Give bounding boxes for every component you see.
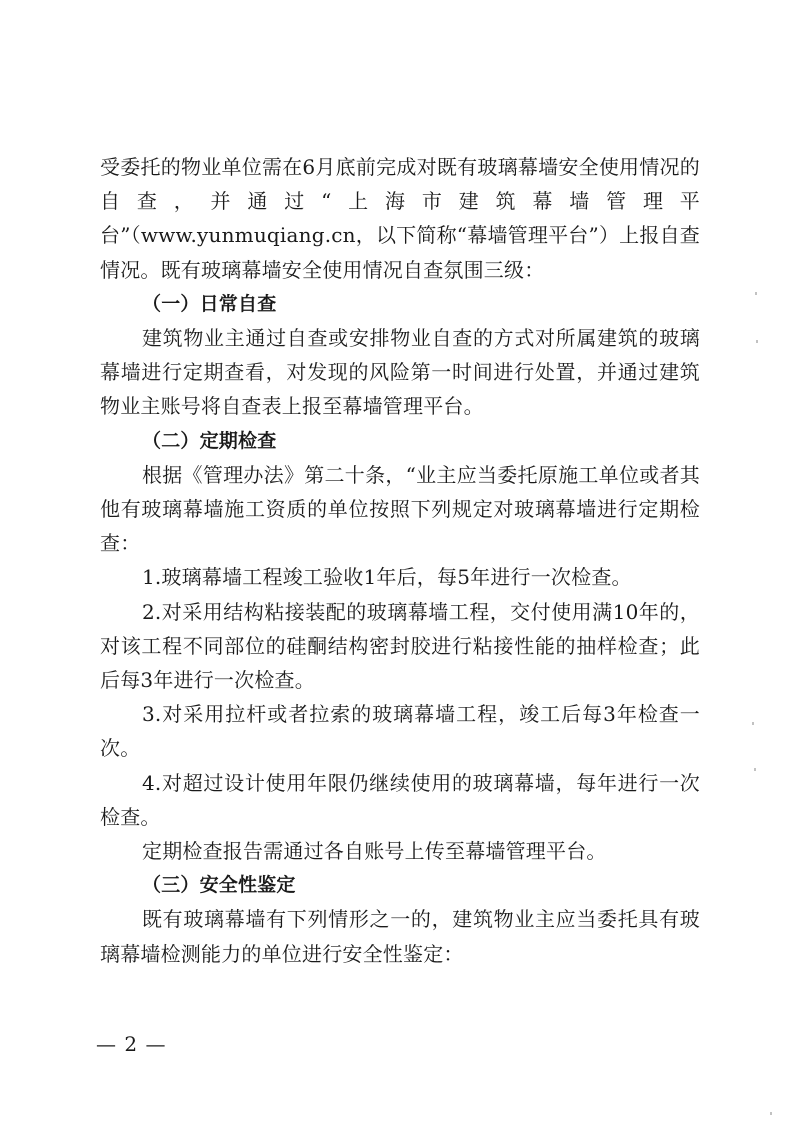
safety-appraisal-paragraph: 既有玻璃幕墙有下列情形之一的，建筑物业主应当委托具有玻璃幕墙检测能力的单位进行安全性鉴定： (100, 907, 700, 966)
scan-mark (752, 722, 754, 725)
scan-mark (770, 1112, 772, 1115)
list-item-1: 1.玻璃幕墙工程竣工验收1年后，每5年进行一次检查。 (142, 565, 632, 590)
list-item-3: 3.对采用拉杆或者拉索的玻璃幕墙工程，竣工后每3年检查一次。 (100, 702, 700, 761)
scan-mark (756, 340, 758, 343)
list-item-4: 4.对超过设计使用年限仍继续使用的玻璃幕墙，每年进行一次检查。 (100, 770, 700, 829)
daily-check-paragraph: 建筑物业主通过自查或安排物业自查的方式对所属建筑的玻璃幕墙进行定期查看，对发现的风险第一时间进行处置，并通过建筑物业主账号将自查表上报至幕墙管理平台。 (100, 326, 700, 419)
scan-mark (755, 292, 757, 295)
section-heading-safety-appraisal: （三）安全性鉴定 (142, 874, 296, 897)
document-body (100, 150, 700, 971)
periodic-inspection-paragraph: 根据《管理办法》第二十条，“业主应当委托原施工单位或者其他有玻璃幕墙施工资质的单位按照下列规定对玻璃幕墙进行定期检查： (100, 462, 700, 556)
intro-paragraph: 受委托的物业单位需在6月底前完成对既有玻璃幕墙安全使用情况的自查，并通过“上海市建筑幕墙管理平台”（www.yunmuqiang.cn，以下简称“幕墙管理平台”）上报自查情况。既有玻璃幕墙安全使用情况自查氛围三级： (100, 155, 700, 282)
report-upload-paragraph: 定期检查报告需通过各自账号上传至幕墙管理平台。 (142, 839, 607, 864)
section-heading-periodic-inspection: （二）定期检查 (142, 429, 277, 452)
list-item-2: 2.对采用结构粘接装配的玻璃幕墙工程，交付使用满10年的，对该工程不同部位的硅酮结构密封胶进行粘接性能的抽样检查；此后每3年进行一次检查。 (100, 599, 700, 693)
section-heading-daily-check: （一）日常自查 (142, 292, 277, 315)
scan-mark (754, 768, 756, 771)
page-number: — 2 — (96, 1032, 167, 1056)
